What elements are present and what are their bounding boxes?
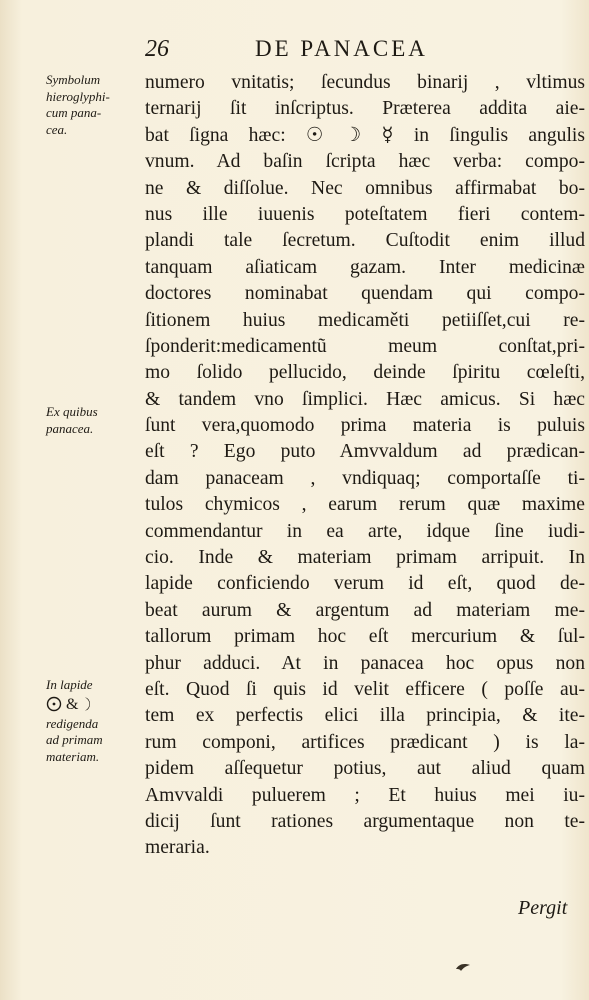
page-header bbox=[0, 36, 589, 66]
text-line: doctores nominabat quendam qui compo- bbox=[145, 283, 585, 305]
margin-note-line: hieroglyphi- bbox=[46, 88, 110, 104]
text-line: commendantur in ea arte, idque ſine iudi- bbox=[145, 520, 585, 542]
text-line: pidem aſſequetur potius, aut aliud quam bbox=[145, 758, 585, 780]
text-line: tallorum primam hoc eſt mercurium & ſul- bbox=[145, 626, 585, 648]
catchword: Pergit bbox=[518, 897, 568, 919]
text-line: tanquam aſiaticam gazam. Inter medicinæ bbox=[145, 256, 585, 278]
text-line: numero vnitatis; ſecundus binarij , vltimus bbox=[145, 72, 585, 93]
margin-note-ex-quibus bbox=[46, 404, 141, 437]
page-number: 26 bbox=[145, 36, 169, 62]
margin-note-in-lapide bbox=[46, 677, 141, 765]
text-line: Amvvaldi puluerem ; Et huius mei iu- bbox=[145, 784, 585, 806]
text-line: rum componi, artifices prædicant ) is la- bbox=[145, 731, 585, 753]
text-line: nus ille iuuenis poteſtatem fieri contem- bbox=[145, 203, 585, 225]
running-head: DE PANACEA bbox=[255, 36, 428, 61]
text-line: eſt ? Ego puto Amvvaldum ad prædican- bbox=[145, 441, 585, 463]
alchemical-symbols bbox=[46, 694, 141, 716]
text-line: eſt. Quod ſi quis id velit efficere ( poſſe au- bbox=[145, 678, 585, 700]
text-line: ſitionem huius medicaměti petiiſſet,cui re- bbox=[145, 309, 585, 331]
moon-symbol-icon bbox=[82, 696, 94, 712]
text-line: lapide conficiendo verum id eſt, quod de- bbox=[145, 573, 585, 595]
margin-note-line: ad primam bbox=[46, 732, 103, 747]
text-line: dicij ſunt rationes argumentaque non te- bbox=[145, 810, 585, 832]
text-line: phur adduci. At in panacea hoc opus non bbox=[145, 652, 585, 674]
main-text-block bbox=[145, 70, 585, 862]
text-line: & tandem vno ſimplici. Hæc amicus. Si hæc bbox=[145, 388, 585, 410]
text-line: dam panaceam , vndiquaq; comportaſſe ti- bbox=[145, 467, 585, 489]
margin-note-line: cea. bbox=[46, 121, 68, 137]
text-line: ne & diſſolue. Nec omnibus affirmabat bo- bbox=[145, 177, 585, 199]
margin-note-line: panacea. bbox=[46, 420, 94, 436]
margin-note-line: In lapide bbox=[46, 677, 93, 692]
text-line: tem ex perfectis elici illa principia, & ite- bbox=[145, 705, 585, 727]
sun-symbol-icon bbox=[46, 696, 62, 712]
text-line: plandi tale ſecretum. Cuſtodit enim illud bbox=[145, 230, 585, 252]
ornament-icon bbox=[455, 962, 471, 972]
margin-note-line: Symbolum bbox=[46, 72, 101, 87]
ampersand: & bbox=[66, 695, 79, 713]
margin-note-line: materiam. bbox=[46, 748, 100, 764]
text-line: bat ſigna hæc: ☉ ☽ ☿ in ſingulis angulis bbox=[145, 124, 585, 146]
text-line: cio. Inde & materiam primam arripuit. In bbox=[145, 547, 585, 569]
text-line: tulos chymicos , earum rerum quæ maxime bbox=[145, 494, 585, 516]
text-line: beat aurum & argentum ad materiam me- bbox=[145, 599, 585, 621]
margin-note-line: Ex quibus bbox=[46, 404, 98, 419]
text-line: vnum. Ad baſin ſcripta hæc verba: compo- bbox=[145, 151, 585, 173]
margin-note-symbolum bbox=[46, 72, 141, 138]
text-line: meraria. bbox=[145, 837, 210, 859]
text-line: ſponderit:medicamentũ meum conſtat,pri- bbox=[145, 335, 585, 357]
text-line: ternarij ſit inſcriptus. Præterea addita aie- bbox=[145, 98, 585, 120]
text-line: ſunt vera,quomodo prima materia is puluis bbox=[145, 415, 585, 437]
margin-note-line: cum pana- bbox=[46, 105, 102, 120]
text-line: mo ſolido pellucido, deinde ſpiritu cœleſti, bbox=[145, 362, 585, 384]
margin-note-line: redigenda bbox=[46, 715, 99, 731]
